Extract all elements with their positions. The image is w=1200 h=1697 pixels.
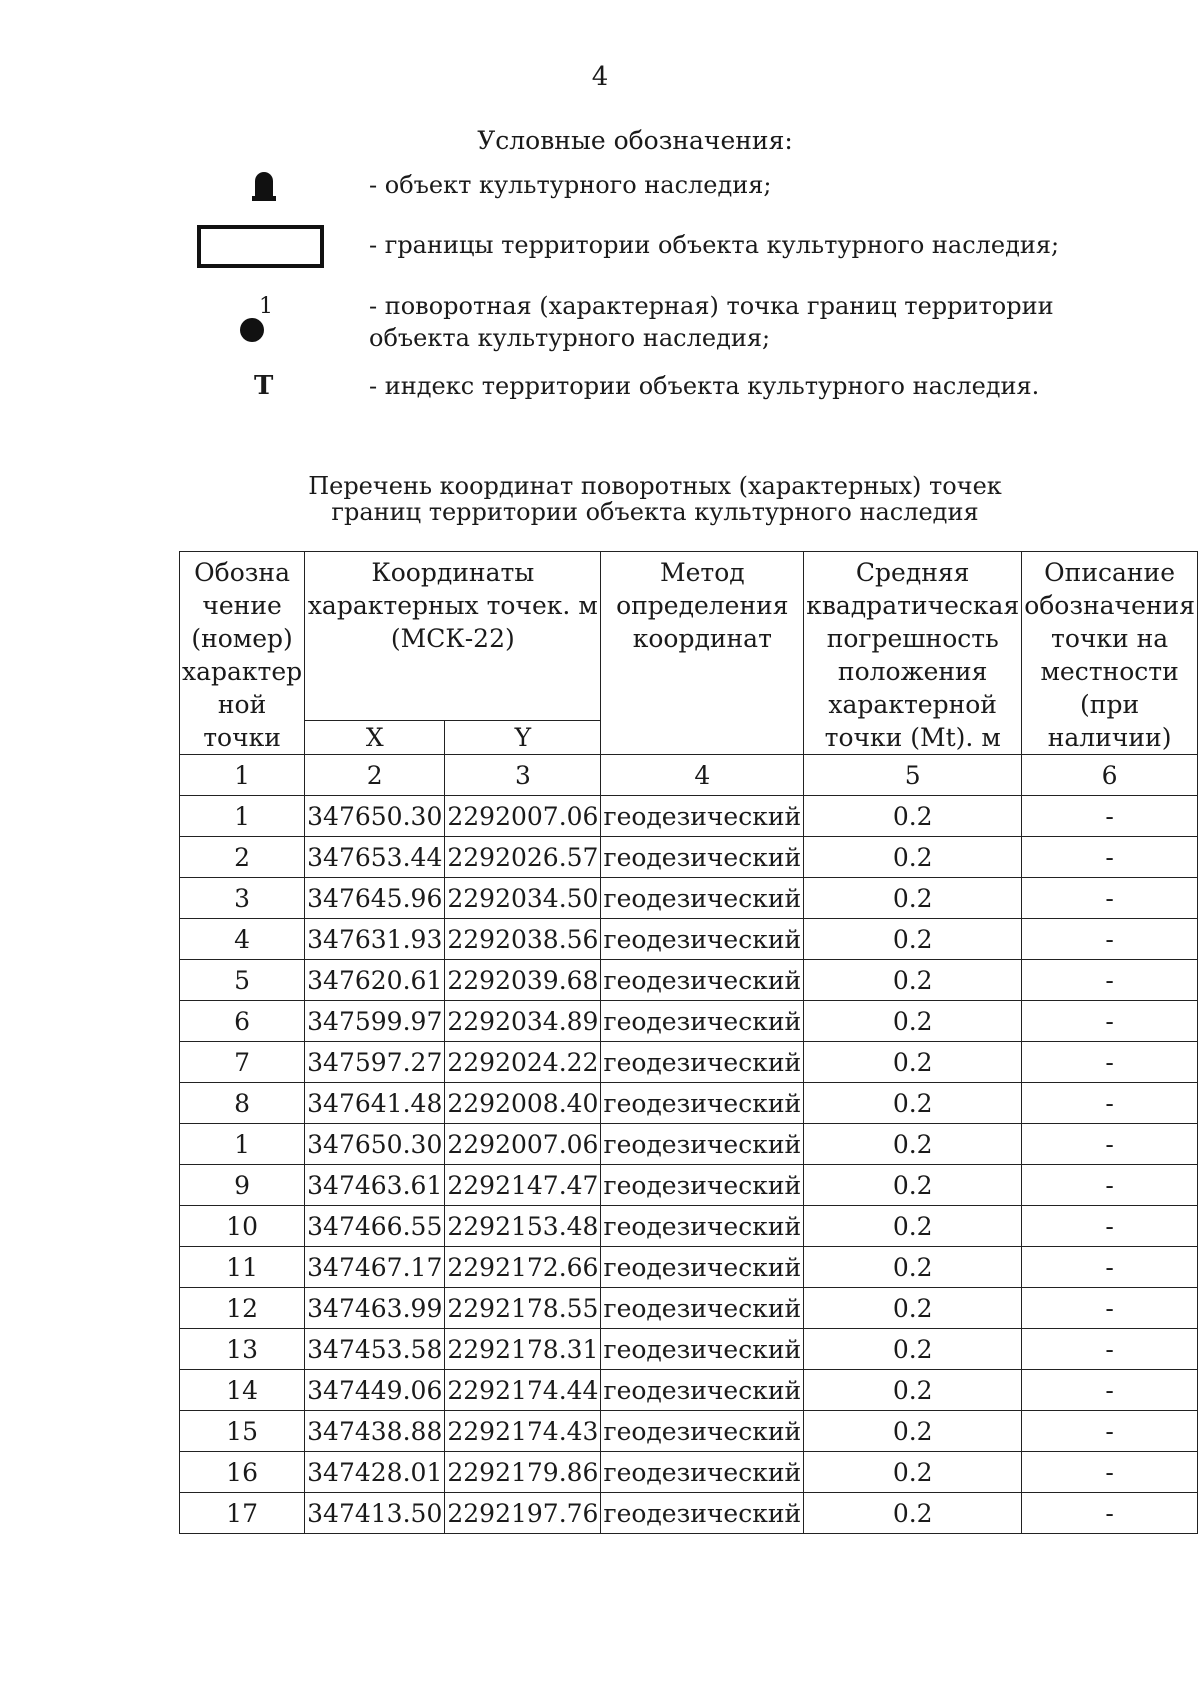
header-error: Средняя квадратическая погрешность положения характерной точки (Mt). м bbox=[804, 552, 1022, 755]
table-row bbox=[180, 1206, 1198, 1247]
cell-y: 2292174.43 bbox=[445, 1411, 601, 1452]
table-row bbox=[180, 919, 1198, 960]
table-title-line-2: границ территории объекта культурного наследия bbox=[331, 498, 979, 526]
cell-y: 2292147.47 bbox=[445, 1165, 601, 1206]
column-number: 4 bbox=[601, 755, 804, 796]
monument-icon bbox=[255, 172, 273, 198]
cell-y: 2292179.86 bbox=[445, 1452, 601, 1493]
cell-y: 2292039.68 bbox=[445, 960, 601, 1001]
column-number: 3 bbox=[445, 755, 601, 796]
column-number: 2 bbox=[305, 755, 445, 796]
cell-error: 0.2 bbox=[804, 1370, 1022, 1411]
cell-description: - bbox=[1022, 796, 1198, 837]
table-row bbox=[180, 1124, 1198, 1165]
cell-point: 11 bbox=[180, 1247, 305, 1288]
legend-text-territory-index: - индекс территории объекта культурного наследия. bbox=[369, 372, 1040, 400]
column-number: 6 bbox=[1022, 755, 1198, 796]
cell-y: 2292008.40 bbox=[445, 1083, 601, 1124]
table-row bbox=[180, 837, 1198, 878]
table-row bbox=[180, 1247, 1198, 1288]
cell-description: - bbox=[1022, 1083, 1198, 1124]
column-number: 5 bbox=[804, 755, 1022, 796]
header-description: Описание обозначения точки на местности (при наличии) bbox=[1022, 552, 1198, 755]
cell-description: - bbox=[1022, 1001, 1198, 1042]
cell-error: 0.2 bbox=[804, 1411, 1022, 1452]
cell-error: 0.2 bbox=[804, 1452, 1022, 1493]
table-header-row bbox=[180, 552, 1198, 721]
cell-x: 347620.61 bbox=[305, 960, 445, 1001]
cell-x: 347466.55 bbox=[305, 1206, 445, 1247]
cell-method: геодезический bbox=[601, 1083, 804, 1124]
coordinates-table bbox=[179, 551, 1198, 1534]
cell-description: - bbox=[1022, 1124, 1198, 1165]
header-coords: Координаты характерных точек. м (МСК-22) bbox=[305, 552, 601, 721]
cell-method: геодезический bbox=[601, 1411, 804, 1452]
cell-error: 0.2 bbox=[804, 919, 1022, 960]
cell-x: 347641.48 bbox=[305, 1083, 445, 1124]
cell-y: 2292038.56 bbox=[445, 919, 601, 960]
cell-x: 347428.01 bbox=[305, 1452, 445, 1493]
table-row bbox=[180, 1493, 1198, 1534]
legend-title: Условные обозначения: bbox=[477, 126, 793, 155]
cell-description: - bbox=[1022, 1165, 1198, 1206]
cell-error: 0.2 bbox=[804, 796, 1022, 837]
cell-method: геодезический bbox=[601, 1001, 804, 1042]
table-row bbox=[180, 1288, 1198, 1329]
table-row bbox=[180, 878, 1198, 919]
cell-x: 347413.50 bbox=[305, 1493, 445, 1534]
header-method: Метод определения координат bbox=[601, 552, 804, 755]
cell-error: 0.2 bbox=[804, 837, 1022, 878]
cell-description: - bbox=[1022, 1411, 1198, 1452]
cell-x: 347631.93 bbox=[305, 919, 445, 960]
cell-method: геодезический bbox=[601, 1247, 804, 1288]
boundary-rectangle-icon bbox=[197, 225, 324, 268]
cell-point: 12 bbox=[180, 1288, 305, 1329]
cell-point: 10 bbox=[180, 1206, 305, 1247]
cell-y: 2292174.44 bbox=[445, 1370, 601, 1411]
cell-y: 2292024.22 bbox=[445, 1042, 601, 1083]
cell-point: 14 bbox=[180, 1370, 305, 1411]
column-number: 1 bbox=[180, 755, 305, 796]
cell-description: - bbox=[1022, 878, 1198, 919]
cell-y: 2292007.06 bbox=[445, 796, 601, 837]
cell-method: геодезический bbox=[601, 1493, 804, 1534]
cell-point: 4 bbox=[180, 919, 305, 960]
table-row bbox=[180, 1042, 1198, 1083]
table-row bbox=[180, 960, 1198, 1001]
legend-text-monument: - объект культурного наследия; bbox=[369, 171, 772, 199]
cell-method: геодезический bbox=[601, 1042, 804, 1083]
cell-method: геодезический bbox=[601, 796, 804, 837]
cell-description: - bbox=[1022, 837, 1198, 878]
cell-description: - bbox=[1022, 1493, 1198, 1534]
cell-point: 1 bbox=[180, 1124, 305, 1165]
cell-point: 2 bbox=[180, 837, 305, 878]
header-point: Обозна чение (номер) характер ной точки bbox=[180, 552, 305, 755]
cell-x: 347650.30 bbox=[305, 796, 445, 837]
cell-method: геодезический bbox=[601, 878, 804, 919]
cell-x: 347645.96 bbox=[305, 878, 445, 919]
cell-x: 347650.30 bbox=[305, 1124, 445, 1165]
cell-y: 2292172.66 bbox=[445, 1247, 601, 1288]
cell-x: 347463.61 bbox=[305, 1165, 445, 1206]
cell-point: 5 bbox=[180, 960, 305, 1001]
cell-error: 0.2 bbox=[804, 1124, 1022, 1165]
table-title bbox=[0, 473, 1200, 525]
cell-y: 2292034.50 bbox=[445, 878, 601, 919]
cell-point: 15 bbox=[180, 1411, 305, 1452]
cell-description: - bbox=[1022, 1288, 1198, 1329]
table-row bbox=[180, 1165, 1198, 1206]
cell-error: 0.2 bbox=[804, 1206, 1022, 1247]
table-row bbox=[180, 1370, 1198, 1411]
table-row bbox=[180, 796, 1198, 837]
cell-x: 347463.99 bbox=[305, 1288, 445, 1329]
cell-method: геодезический bbox=[601, 1370, 804, 1411]
cell-x: 347449.06 bbox=[305, 1370, 445, 1411]
cell-method: геодезический bbox=[601, 1288, 804, 1329]
cell-point: 6 bbox=[180, 1001, 305, 1042]
cell-point: 1 bbox=[180, 796, 305, 837]
cell-method: геодезический bbox=[601, 1124, 804, 1165]
table-body bbox=[180, 796, 1198, 1534]
cell-method: геодезический bbox=[601, 1452, 804, 1493]
cell-description: - bbox=[1022, 1206, 1198, 1247]
cell-point: 7 bbox=[180, 1042, 305, 1083]
table-row bbox=[180, 1329, 1198, 1370]
cell-description: - bbox=[1022, 1370, 1198, 1411]
table-row bbox=[180, 1452, 1198, 1493]
cell-point: 3 bbox=[180, 878, 305, 919]
cell-description: - bbox=[1022, 960, 1198, 1001]
cell-y: 2292178.55 bbox=[445, 1288, 601, 1329]
table-row bbox=[180, 1083, 1198, 1124]
table-title-line-1: Перечень координат поворотных (характерных) точек bbox=[308, 472, 1002, 500]
cell-point: 17 bbox=[180, 1493, 305, 1534]
cell-point: 13 bbox=[180, 1329, 305, 1370]
cell-point: 8 bbox=[180, 1083, 305, 1124]
cell-error: 0.2 bbox=[804, 960, 1022, 1001]
cell-error: 0.2 bbox=[804, 1165, 1022, 1206]
cell-error: 0.2 bbox=[804, 1493, 1022, 1534]
table-row bbox=[180, 1411, 1198, 1452]
cell-description: - bbox=[1022, 1329, 1198, 1370]
cell-error: 0.2 bbox=[804, 1001, 1022, 1042]
cell-x: 347453.58 bbox=[305, 1329, 445, 1370]
cell-method: геодезический bbox=[601, 919, 804, 960]
header-y: Y bbox=[445, 721, 601, 755]
cell-method: геодезический bbox=[601, 1329, 804, 1370]
cell-point: 16 bbox=[180, 1452, 305, 1493]
legend-text-boundary: - границы территории объекта культурного наследия; bbox=[369, 231, 1060, 259]
cell-method: геодезический bbox=[601, 837, 804, 878]
cell-x: 347599.97 bbox=[305, 1001, 445, 1042]
cell-y: 2292007.06 bbox=[445, 1124, 601, 1165]
cell-y: 2292153.48 bbox=[445, 1206, 601, 1247]
cell-y: 2292197.76 bbox=[445, 1493, 601, 1534]
cell-description: - bbox=[1022, 919, 1198, 960]
page-number: 4 bbox=[591, 62, 609, 92]
turning-point-icon bbox=[240, 318, 264, 342]
cell-error: 0.2 bbox=[804, 1042, 1022, 1083]
cell-error: 0.2 bbox=[804, 1247, 1022, 1288]
cell-error: 0.2 bbox=[804, 1083, 1022, 1124]
cell-method: геодезический bbox=[601, 1165, 804, 1206]
cell-point: 9 bbox=[180, 1165, 305, 1206]
cell-x: 347438.88 bbox=[305, 1411, 445, 1452]
cell-description: - bbox=[1022, 1452, 1198, 1493]
cell-y: 2292026.57 bbox=[445, 837, 601, 878]
table-row bbox=[180, 1001, 1198, 1042]
cell-x: 347467.17 bbox=[305, 1247, 445, 1288]
cell-y: 2292178.31 bbox=[445, 1329, 601, 1370]
cell-x: 347597.27 bbox=[305, 1042, 445, 1083]
cell-method: геодезический bbox=[601, 960, 804, 1001]
cell-error: 0.2 bbox=[804, 1288, 1022, 1329]
column-numbers-row bbox=[180, 755, 1198, 796]
cell-error: 0.2 bbox=[804, 878, 1022, 919]
cell-description: - bbox=[1022, 1042, 1198, 1083]
cell-x: 347653.44 bbox=[305, 837, 445, 878]
cell-description: - bbox=[1022, 1247, 1198, 1288]
cell-error: 0.2 bbox=[804, 1329, 1022, 1370]
cell-method: геодезический bbox=[601, 1206, 804, 1247]
header-x: X bbox=[305, 721, 445, 755]
territory-index-icon: Т bbox=[254, 371, 274, 401]
turning-point-icon-label: 1 bbox=[259, 294, 273, 319]
legend-text-turning-point: - поворотная (характерная) точка границ территории объекта культурного наследия; bbox=[369, 292, 1054, 352]
cell-y: 2292034.89 bbox=[445, 1001, 601, 1042]
